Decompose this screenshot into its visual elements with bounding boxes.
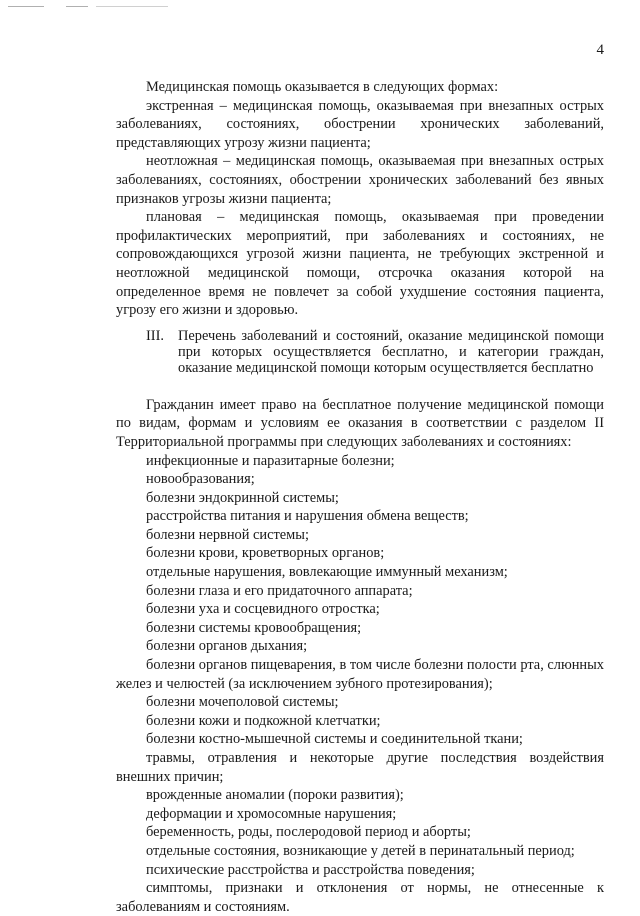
section-title: Перечень заболеваний и состояний, оказание медицинской помощи при которых осуществляется бесплатно, и категории граждан, оказание медицинской помощи которым осуществляется бесплатно — [178, 327, 604, 376]
condition-item: болезни нервной системы; — [146, 526, 309, 543]
care-form-planned: плановая – медицинская помощь, оказываемая при проведении профилактических мероприятий, при заболеваниях и состояниях, не сопровождающихся угрозой жизни пациента, не требующих экстренной и неотложной медицинской помощи, отсрочка оказания которой на определенное время не повлечет за собой ухудшение состояния пациента, угрозу его жизни и здоровью. — [116, 209, 604, 319]
condition-item: болезни уха и сосцевидного отростка; — [146, 601, 380, 618]
section-heading — [146, 328, 604, 376]
condition-item: отдельные состояния, возникающие у детей в перинатальный период; — [146, 842, 575, 859]
condition-item: болезни органов дыхания; — [146, 638, 308, 655]
condition-item: болезни системы кровообращения; — [146, 619, 362, 636]
condition-item: отдельные нарушения, вовлекающие иммунный механизм; — [146, 564, 508, 581]
scan-artifact-line — [96, 6, 168, 7]
section-number: III. — [146, 327, 164, 344]
condition-item: инфекционные и паразитарные болезни; — [146, 452, 395, 469]
scan-artifact-line — [8, 6, 44, 7]
intro-lead: Медицинская помощь оказывается в следующих формах: — [146, 79, 499, 95]
rights-paragraph: Гражданин имеет право на бесплатное получение медицинской помощи по видам, формам и условиям ее оказания в соответствии с разделом II Территориальной программы при следующих заболеваниях и состояниях: — [116, 396, 604, 450]
condition-item: деформации и хромосомные нарушения; — [146, 805, 397, 822]
condition-item: новообразования; — [146, 471, 255, 488]
scan-artifact-line — [66, 6, 88, 7]
condition-item: симптомы, признаки и отклонения от нормы, не отнесенные к заболеваниям и состояниям. — [116, 880, 604, 915]
document-body — [116, 78, 604, 916]
condition-item: травмы, отравления и некоторые другие последствия воздействия внешних причин; — [116, 750, 604, 785]
condition-item: психические расстройства и расстройства поведения; — [146, 861, 475, 878]
condition-item: врожденные аномалии (пороки развития); — [146, 787, 404, 804]
condition-item: беременность, роды, послеродовой период и аборты; — [146, 824, 471, 841]
care-form-emergency: экстренная – медицинская помощь, оказываемая при внезапных острых заболеваниях, состояниях, обострении хронических заболеваний, представляющих угрозу жизни пациента; — [116, 97, 604, 151]
condition-item: болезни костно-мышечной системы и соединительной ткани; — [146, 731, 523, 748]
condition-item: болезни крови, кроветворных органов; — [146, 545, 385, 562]
condition-item: болезни мочеполовой системы; — [146, 694, 339, 711]
condition-item: болезни органов пищеварения, в том числе болезни полости рта, слюнных желез и челюстей (за исключением зубного протезирования); — [116, 657, 604, 692]
page-number: 4 — [596, 42, 604, 58]
care-form-urgent: неотложная – медицинская помощь, оказываемая при внезапных острых заболеваниях, состояниях, обострении хронических заболеваний без явных признаков угрозы жизни пациента; — [116, 153, 604, 207]
condition-item: расстройства питания и нарушения обмена веществ; — [146, 508, 469, 525]
condition-item: болезни кожи и подкожной клетчатки; — [146, 712, 381, 729]
condition-item: болезни эндокринной системы; — [146, 489, 339, 506]
condition-item: болезни глаза и его придаточного аппарата; — [146, 582, 413, 599]
